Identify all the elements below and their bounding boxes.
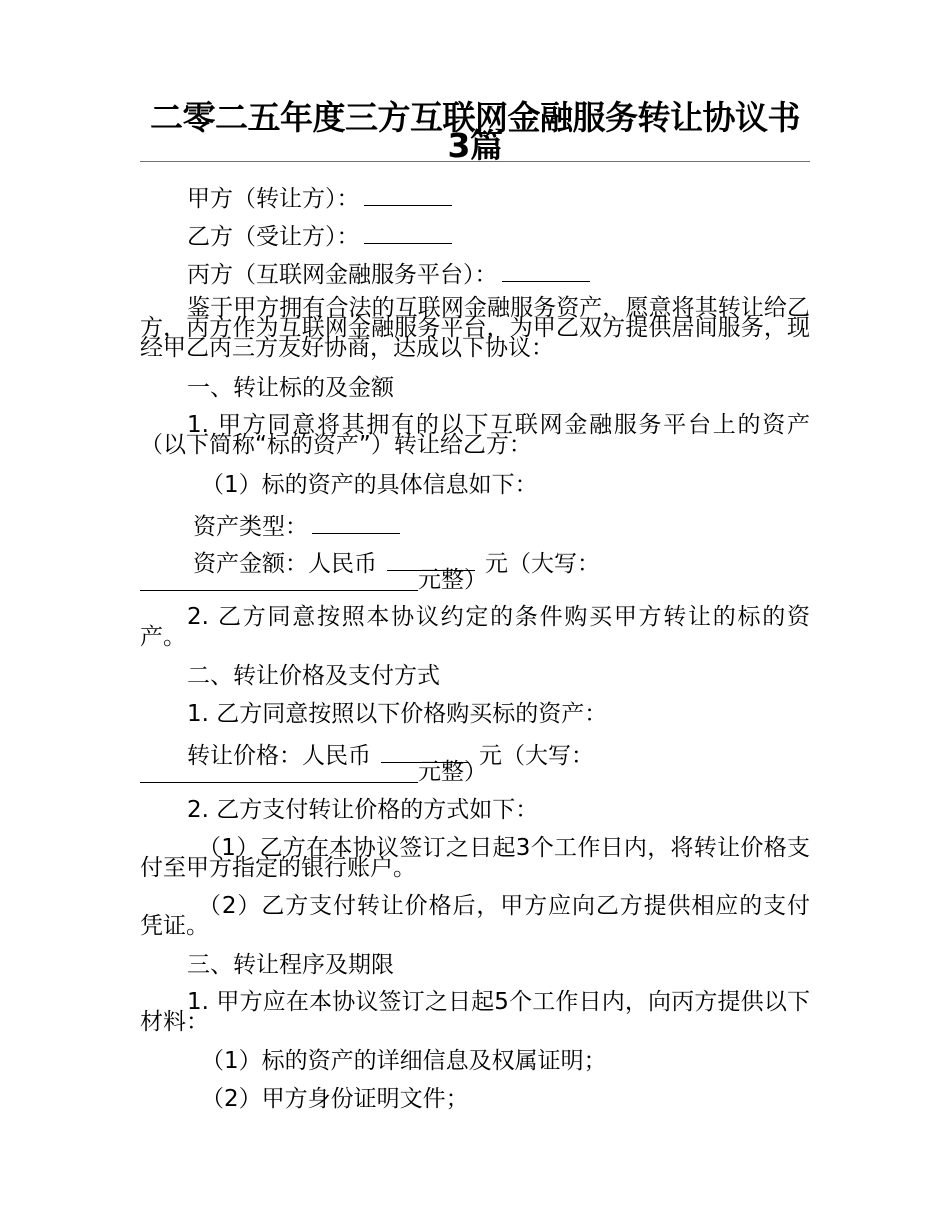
section2-item1: 1. 乙方同意按照以下价格购买标的资产： xyxy=(187,701,608,727)
preamble-paragraph: 鉴于甲方拥有合法的互联网金融服务资产，愿意将其转让给乙方，丙方作为互联网金融服务平台，为甲乙双方提供居间服务，现经甲乙丙三方友好协商，达成以下协议： xyxy=(140,295,810,361)
asset-amount-prefix: 资产金额：人民币 xyxy=(193,551,377,577)
section3-heading: 三、转让程序及期限 xyxy=(187,952,394,978)
party-b-line xyxy=(187,221,452,249)
price-end: 元整） xyxy=(418,759,487,785)
party-b-label: 乙方（受让方）： xyxy=(187,224,360,250)
section3-sub2: （2）甲方身份证明文件； xyxy=(201,1086,469,1112)
price-line xyxy=(187,740,594,768)
party-a-line xyxy=(187,183,452,211)
party-c-line xyxy=(187,259,590,287)
section1-item1: 1. 甲方同意将其拥有的以下互联网金融服务平台上的资产（以下简称“标的资产”）转让给乙方： xyxy=(140,412,810,458)
document-title: 二零二五年度三方互联网金融服务转让协议书3篇 xyxy=(150,98,800,165)
asset-amount-capital-blank xyxy=(140,590,418,591)
price-prefix: 转让价格：人民币 xyxy=(187,743,371,769)
section2-item2: 2. 乙方支付转让价格的方式如下： xyxy=(187,797,539,823)
asset-amount-end: 元整） xyxy=(418,567,487,593)
asset-amount-suffix: 元（大写： xyxy=(485,551,600,577)
party-a-blank xyxy=(364,183,452,206)
asset-type-line xyxy=(193,511,400,539)
asset-amount-line xyxy=(193,548,600,576)
party-b-blank xyxy=(364,221,452,244)
party-c-label: 丙方（互联网金融服务平台）： xyxy=(187,262,498,288)
title-underline xyxy=(140,161,810,162)
price-capital-blank xyxy=(140,782,418,783)
price-suffix: 元（大写： xyxy=(479,743,594,769)
section3-item1: 1. 甲方应在本协议签订之日起5个工作日内，向丙方提供以下材料： xyxy=(140,989,810,1035)
section2-sub1: （1）乙方在本协议签订之日起3个工作日内，将转让价格支付至甲方指定的银行账户。 xyxy=(140,835,810,881)
party-a-label: 甲方（转让方）： xyxy=(187,186,360,212)
section2-heading: 二、转让价格及支付方式 xyxy=(187,663,440,689)
party-c-blank xyxy=(502,259,590,282)
asset-type-label: 资产类型： xyxy=(193,514,308,540)
section1-item2: 2. 乙方同意按照本协议约定的条件购买甲方转让的标的资产。 xyxy=(140,604,810,650)
section1-sub1: （1）标的资产的具体信息如下： xyxy=(201,472,538,498)
section1-heading: 一、转让标的及金额 xyxy=(187,375,394,401)
section2-sub2: （2）乙方支付转让价格后，甲方应向乙方提供相应的支付凭证。 xyxy=(140,893,810,939)
asset-type-blank xyxy=(312,511,400,534)
section3-sub1: （1）标的资产的详细信息及权属证明； xyxy=(201,1048,607,1074)
